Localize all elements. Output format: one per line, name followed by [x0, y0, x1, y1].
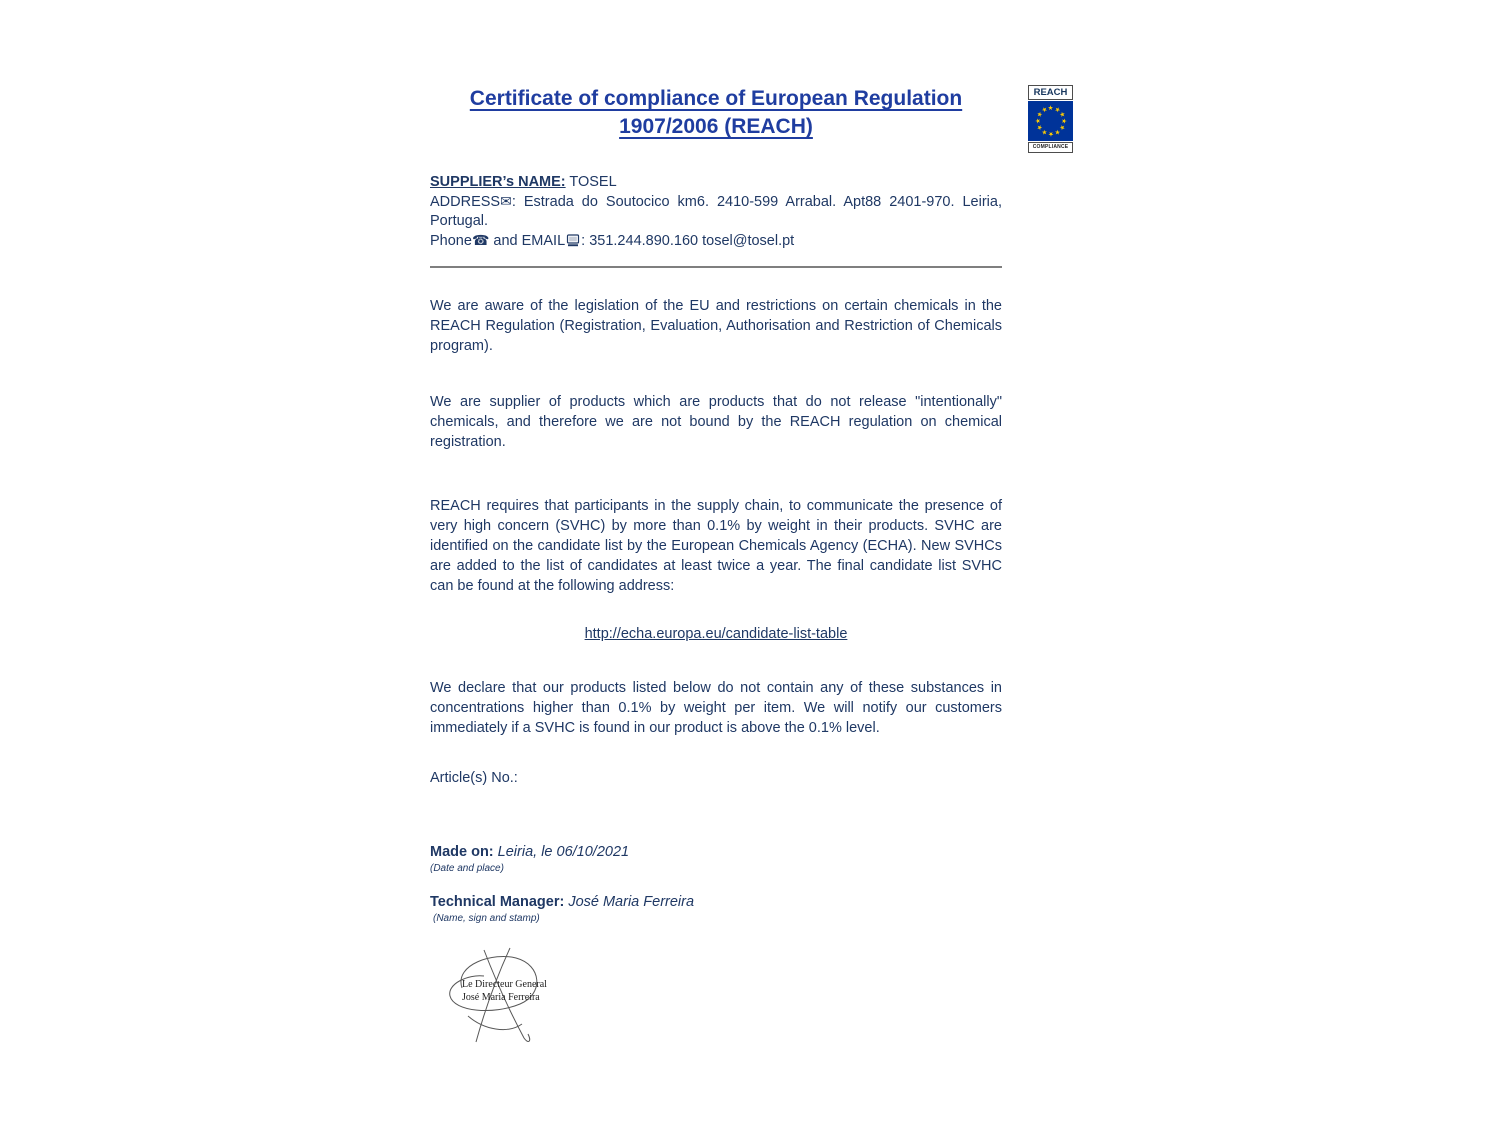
signature-title: Le Directeur General: [462, 979, 547, 990]
paragraph-declaration: We declare that our products listed below do not contain any of these substances in concentrations higher than 0.1% by weight per item. We will notify our customers immediately if a SVHC is found in our product is above the 0.1% level.: [430, 680, 1002, 736]
email-label: and EMAIL: [489, 232, 566, 249]
title-line-1: Certificate of compliance of European Regulation: [469, 87, 963, 110]
candidate-list-link[interactable]: http://echa.europa.eu/candidate-list-table: [584, 626, 848, 642]
manager-line: [430, 892, 1002, 912]
supplier-block: [430, 173, 1002, 251]
section-divider: [430, 266, 1002, 268]
document-body: [430, 85, 1002, 1046]
article-number-line: Article(s) No.:: [430, 770, 518, 786]
address-label: ADDRESS: [430, 193, 501, 210]
phone-icon: ☎: [471, 232, 490, 249]
made-on-value: Leiria, le 06/10/2021: [493, 844, 630, 860]
eu-flag-icon: ★ ★ ★ ★ ★ ★ ★ ★ ★ ★ ★ ★: [1028, 101, 1073, 141]
supplier-name-line: [430, 173, 1002, 193]
paragraph-reach-requirements: REACH requires that participants in the supply chain, to communicate the presence of very high concern (SVHC) by more than 0.1% by weight in their products. SVHC are identified on the candidate list by the European Chemicals Agency (ECHA). New SVHCs are added to the list of candidates at least twice a year. The final candidate list SVHC can be found at the following address:: [430, 498, 1002, 594]
supplier-address-line: [430, 193, 1002, 232]
made-on-label: Made on:: [430, 844, 494, 860]
supplier-name-label: SUPPLIER’s NAME:: [430, 174, 566, 190]
manager-note: (Name, sign and stamp): [433, 913, 540, 924]
reach-logo-label: REACH: [1028, 85, 1073, 100]
phone-label: Phone: [430, 232, 472, 249]
envelope-icon: ✉: [500, 193, 512, 210]
technical-manager-block: [430, 892, 1002, 926]
page-title: [430, 85, 1002, 141]
manager-label: Technical Manager:: [430, 894, 565, 910]
supplier-name-value: TOSEL: [565, 174, 617, 190]
signature-stamp: [424, 946, 604, 1046]
made-on-block: [430, 842, 1002, 876]
reach-compliance-logo: [1028, 85, 1073, 153]
paragraph-awareness: We are aware of the legislation of the EU and restrictions on certain chemicals in the REACH Regulation (Registration, Evaluation, Authorisation and Restriction of Chemicals program).: [430, 298, 1002, 354]
made-on-line: [430, 842, 1002, 862]
computer-email-icon: [566, 234, 580, 247]
signature-name: José Maria Ferreira: [462, 992, 540, 1003]
supplier-contact-line: [430, 232, 1002, 252]
manager-value: José Maria Ferreira: [564, 894, 695, 910]
title-line-2: 1907/2006 (REACH): [619, 115, 813, 138]
date-place-note: (Date and place): [430, 863, 504, 874]
signature-text: [462, 978, 592, 1004]
paragraph-supplier-statement: We are supplier of products which are products that do not release "intentionally" chemicals, and therefore we are not bound by the REACH regulation on chemical registration.: [430, 394, 1002, 450]
candidate-list-link-row: [430, 626, 1002, 642]
address-value: : Estrada do Soutocico km6. 2410-599 Arrabal. Apt88 2401-970. Leiria, Portugal.: [430, 193, 1002, 229]
compliance-label: COMPLIANCE: [1028, 142, 1073, 153]
contact-value: : 351.244.890.160 tosel@tosel.pt: [581, 232, 795, 249]
